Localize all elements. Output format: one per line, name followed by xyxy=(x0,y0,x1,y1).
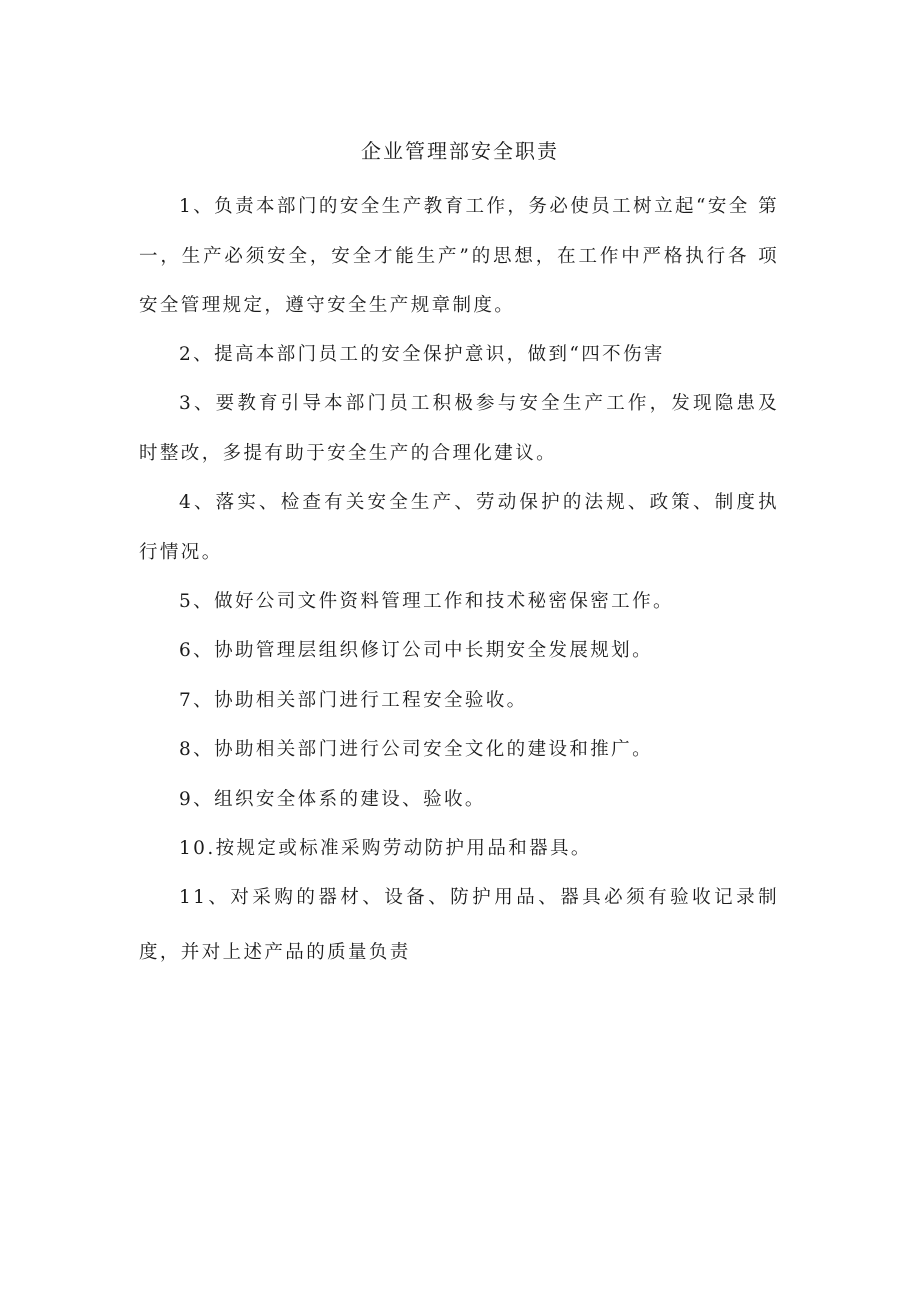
duty-item-9: 9、组织安全体系的建设、验收。 xyxy=(179,789,486,810)
duty-item-5: 5、做好公司文件资料管理工作和技术秘密保密工作。 xyxy=(179,591,674,612)
duty-item-7: 7、协助相关部门进行工程安全验收。 xyxy=(179,690,528,711)
document-title: 企业管理部安全职责 xyxy=(361,139,559,163)
duty-item-3: 3、要教育引导本部门员工积极参与安全生产工作，发现隐患及 时整改，多提有助于安全生产的合理化建议。 xyxy=(139,393,779,464)
duty-item-10: 10.按规定或标准采购劳动防护用品和器具。 xyxy=(179,838,592,859)
duty-item-2: 2、提高本部门员工的安全保护意识，做到“四不伤害 xyxy=(179,344,665,365)
duty-item-11: 11、对采购的器材、设备、防护用品、器具必须有验收记录制度，并对上述产品的质量负责 xyxy=(139,887,779,963)
duty-item-6: 6、协助管理层组织修订公司中长期安全发展规划。 xyxy=(179,640,653,661)
duty-item-8: 8、协助相关部门进行公司安全文化的建设和推广。 xyxy=(179,739,653,760)
duty-item-1: 1、负责本部门的安全生产教育工作，务必使员工树立起“安全 第一，生产必须安全，安全才能生产”的思想，在工作中严格执行各 项安全管理规定，遵守安全生产规章制度。 xyxy=(139,196,779,316)
duty-item-4: 4、落实、检查有关安全生产、劳动保护的法规、政策、制度执 行情况。 xyxy=(139,492,779,563)
